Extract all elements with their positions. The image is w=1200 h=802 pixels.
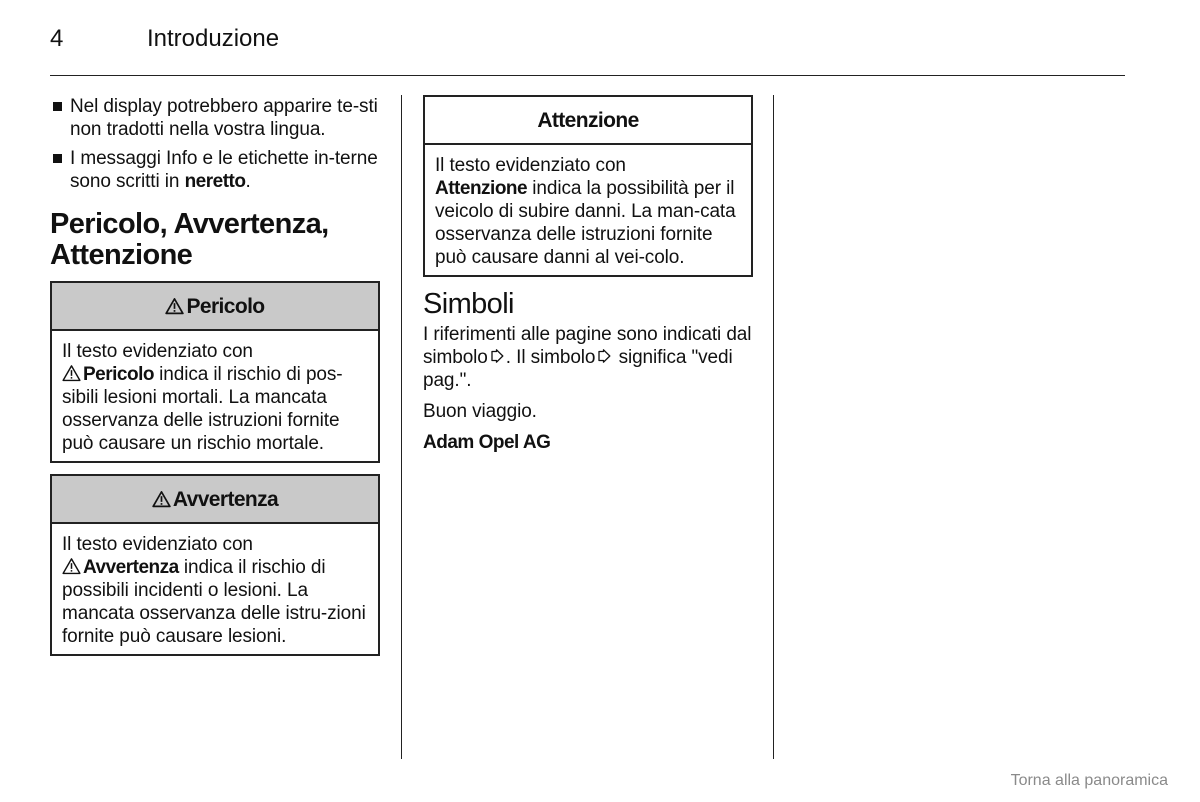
- warning-notice: [50, 474, 380, 656]
- caution-notice-title: Attenzione: [537, 108, 639, 132]
- notice-text: [62, 556, 368, 648]
- bold-term: neretto: [184, 171, 246, 192]
- warning-triangle-icon: [62, 364, 81, 382]
- danger-notice: [50, 281, 380, 463]
- caution-notice-header: [425, 97, 751, 145]
- column-divider: [401, 95, 402, 759]
- paragraph-text: significa "vedi pag.".: [423, 347, 733, 391]
- notice-text-rest: indica il rischio di pos-sibili lesioni mortali. La mancata osservanza delle istruzioni fornite può causare un rischio mortale.: [62, 364, 343, 454]
- notice-text: Il testo evidenziato con: [62, 341, 253, 362]
- column-left: [50, 95, 380, 667]
- bold-term: Avvertenza: [83, 557, 179, 578]
- header-divider: [50, 75, 1125, 76]
- section-heading-symbols: Simboli: [423, 288, 514, 320]
- symbols-paragraph: [423, 323, 753, 392]
- list-item: [50, 95, 380, 141]
- caution-notice: [423, 95, 753, 277]
- notice-text-rest: indica il rischio di possibili incidenti o lesioni. La mancata osservanza delle istru-zioni fornite può causare lesioni.: [62, 557, 366, 647]
- list-item-text: I messaggi Info e le etichette in-terne sono scritti in: [70, 148, 378, 192]
- page-number: 4: [50, 25, 64, 52]
- warning-notice-body: [52, 524, 378, 654]
- bold-term: Attenzione: [435, 178, 528, 199]
- danger-notice-title: Pericolo: [186, 294, 265, 318]
- back-to-overview-link[interactable]: Torna alla panoramica: [1010, 772, 1168, 789]
- page-reference-arrow-icon: [490, 349, 504, 363]
- list-item: [50, 147, 380, 193]
- warning-triangle-icon: [165, 297, 184, 315]
- notice-text: Il testo evidenziato con: [435, 155, 626, 176]
- bullet-square-icon: [53, 154, 62, 163]
- bold-term: Pericolo: [83, 364, 154, 385]
- signature: Adam Opel AG: [423, 432, 551, 453]
- page-reference-arrow-icon: [597, 349, 611, 363]
- danger-notice-body: [52, 331, 378, 461]
- page-title: Introduzione: [147, 25, 280, 52]
- closing-text: Buon viaggio.: [423, 401, 537, 422]
- caution-notice-body: [425, 145, 751, 275]
- warning-notice-header: [52, 476, 378, 524]
- list-item-text: Nel display potrebbero apparire te-sti non tradotti nella vostra lingua.: [70, 96, 378, 140]
- paragraph-text: I riferimenti alle pagine sono indicati dal simbolo: [423, 324, 752, 368]
- notice-text: [435, 177, 741, 269]
- paragraph-text: . Il simbolo: [505, 347, 596, 368]
- danger-notice-header: [52, 283, 378, 331]
- bullet-square-icon: [53, 102, 62, 111]
- notice-text: [62, 363, 368, 455]
- intro-bullet-list: [50, 95, 380, 193]
- warning-triangle-icon: [152, 490, 171, 508]
- warning-triangle-icon: [62, 557, 81, 575]
- column-middle: [423, 95, 753, 462]
- column-divider: [773, 95, 774, 759]
- warning-notice-title: Avvertenza: [172, 487, 279, 511]
- list-item-text: .: [245, 171, 251, 192]
- section-heading-safety: Pericolo, Avvertenza, Attenzione: [50, 208, 329, 271]
- notice-text: Il testo evidenziato con: [62, 534, 253, 555]
- notice-text-rest: indica la possibilità per il veicolo di subire danni. La man-cata osservanza delle istruzioni fornite può causare danni al vei-colo.: [435, 178, 736, 268]
